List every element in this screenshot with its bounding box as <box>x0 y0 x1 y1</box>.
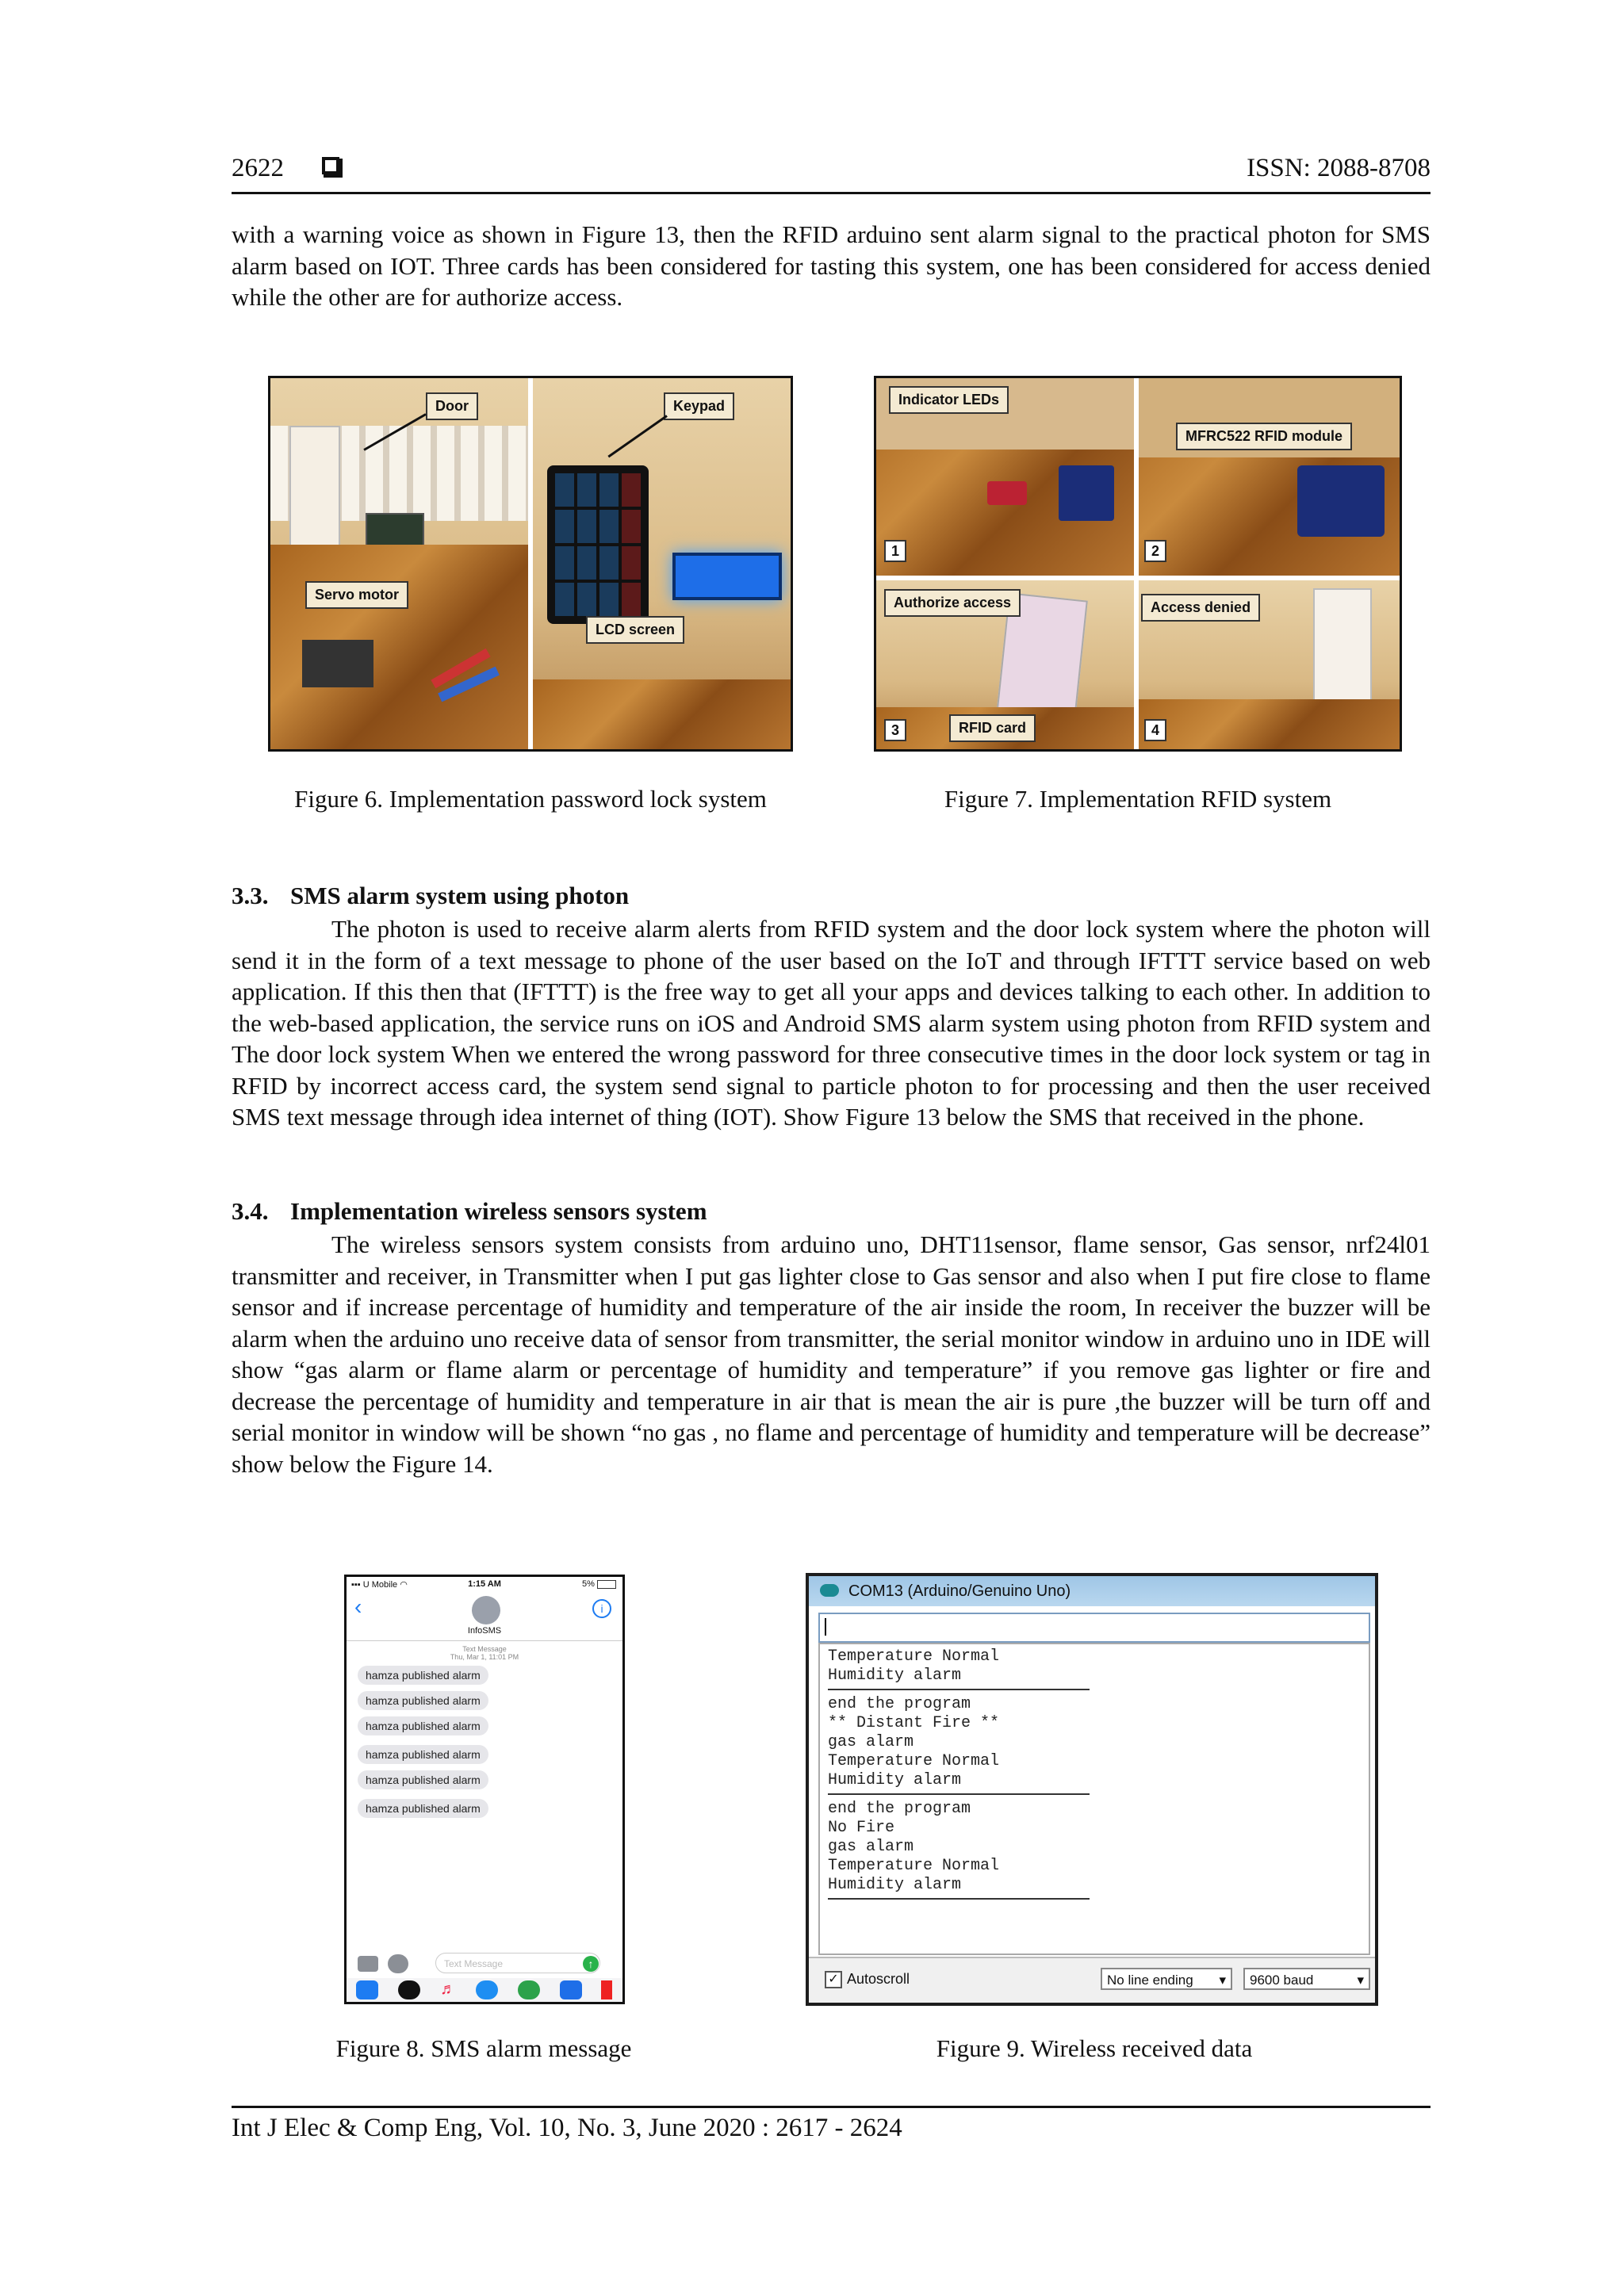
separator-line <box>828 1689 1090 1690</box>
figure6-left-photo <box>270 378 528 749</box>
camera-icon[interactable] <box>358 1956 378 1972</box>
figure9-caption: Figure 9. Wireless received data <box>936 2034 1253 2062</box>
header-rule <box>232 192 1431 194</box>
output-line: gas alarm <box>828 1838 914 1856</box>
output-line: Temperature Normal <box>828 1647 1000 1666</box>
baud-select[interactable]: 9600 baud ▾ <box>1243 1968 1370 1990</box>
footer-rule <box>232 2106 1431 2108</box>
figure6-right-photo <box>533 378 791 749</box>
panel-number-4: 4 <box>1144 719 1166 741</box>
output-line: Temperature Normal <box>828 1752 1000 1770</box>
serial-output <box>818 1643 1370 1955</box>
thread-date: Thu, Mar 1, 11:01 PM <box>450 1653 519 1661</box>
panel-number-1: 1 <box>884 540 906 562</box>
figure6-caption: Figure 6. Implementation password lock system <box>294 785 767 813</box>
figure7-image <box>874 376 1402 752</box>
figure9-serial-monitor <box>806 1573 1378 2006</box>
contact-name: InfoSMS <box>467 1626 502 1636</box>
info-icon[interactable]: i <box>592 1599 611 1618</box>
line-ending-select[interactable]: No line ending ▾ <box>1101 1968 1232 1990</box>
music-app-icon[interactable]: ♬ <box>440 1980 457 1998</box>
intro-paragraph: with a warning voice as shown in Figure 13, then the RFID arduino sent alarm signal to the practical photon for SMS alarm based on IOT. Three cards has been considered for tasting this system, one has been considered for access denied while the other are for authorize access. <box>232 220 1431 311</box>
figure7-panel-2 <box>1139 378 1400 576</box>
output-line: end the program <box>828 1800 971 1818</box>
message-bubble: hamza published alarm <box>358 1691 488 1710</box>
section-3-4-heading <box>232 1197 707 1226</box>
heart-app-icon[interactable] <box>398 1980 420 1999</box>
section-3-3-heading <box>232 882 629 910</box>
serial-bottom-bar <box>809 1957 1375 2003</box>
signal-icon: ▪▪▪ <box>351 1580 361 1590</box>
dropbox-app-icon[interactable] <box>560 1980 582 1999</box>
section-3-4-title: Implementation wireless sensors system <box>290 1197 707 1225</box>
label-door: Door <box>426 392 478 420</box>
send-arrow-icon[interactable]: ↑ <box>583 1956 599 1972</box>
output-line: ** Distant Fire ** <box>828 1714 1000 1732</box>
maps-app-icon[interactable] <box>518 1980 540 1999</box>
youtube-app-icon[interactable] <box>601 1980 612 1999</box>
globe-app-icon[interactable] <box>476 1980 498 1999</box>
section-3-4-body: The wireless sensors system consists from arduino uno, DHT11sensor, flame sensor, Gas sensor, nrf24l01 transmitter and receiver, in Transmitter when I put gas lighter close to Gas sensor and also when I put fire close to flame sensor and if increase percentage of humidity and temperature of the air inside the room, In receiver the buzzer will be alarm when the arduino uno receive data of sensor from transmitter, the serial monitor window in arduino uno in IDE will show “gas alarm or flame alarm or percentage of humidity and temperature” if you remove gas lighter or fire and decrease the percentage of humidity and temperature in air that is mean the air is pure ,the buzzer will be turn off and serial monitor in window will be shown “no gas , no flame and percentage of humidity and temperature will be decrease” show below the Figure 14. <box>232 1230 1431 1478</box>
serial-input[interactable] <box>818 1613 1370 1643</box>
label-authorize: Authorize access <box>884 589 1021 617</box>
output-line: gas alarm <box>828 1733 914 1751</box>
message-bubble: hamza published alarm <box>358 1716 488 1735</box>
appstore-app-icon[interactable] <box>356 1980 378 1999</box>
message-bubble: hamza published alarm <box>358 1770 488 1789</box>
carrier-name: U Mobile <box>362 1580 398 1590</box>
issn: ISSN: 2088-8708 <box>1247 154 1431 182</box>
header-box-icon <box>322 157 339 174</box>
message-bubble: hamza published alarm <box>358 1799 488 1818</box>
separator-line <box>828 1793 1090 1795</box>
output-line: end the program <box>828 1695 971 1713</box>
label-lcd: LCD screen <box>586 616 684 644</box>
section-3-4-number: 3.4. <box>232 1197 269 1225</box>
appstore-icon[interactable] <box>388 1954 408 1973</box>
figure8-phone-screenshot <box>344 1575 625 2004</box>
footer-citation: Int J Elec & Comp Eng, Vol. 10, No. 3, June 2020 : 2617 - 2624 <box>232 2114 902 2142</box>
app-drawer <box>347 1978 622 2002</box>
figure7-caption: Figure 7. Implementation RFID system <box>944 785 1332 813</box>
window-titlebar <box>809 1576 1375 1606</box>
label-servo: Servo motor <box>305 581 408 609</box>
thread-header: Text Message <box>462 1645 507 1653</box>
figure6-image <box>268 376 793 752</box>
output-line: No Fire <box>828 1819 895 1837</box>
section-3-3-body: The photon is used to receive alarm alerts from RFID system and the door lock system where the photon will send it in the form of a text message to phone of the user based on the IoT and through IFTTT service based on web application. If this then that (IFTTT) is the free way to get all your apps and devices talking to each other. In addition to the web-based application, the service runs on iOS and Android SMS alarm system using photon from RFID system and The door lock system When we entered the wrong password for three consecutive times in the door lock system or tag in RFID by incorrect access card, the system send signal to particle photon to for processing and then the user received SMS text message through idea internet of thing (IOT). Show Figure 13 below the SMS that received in the phone. <box>232 915 1431 1131</box>
battery-percent: 5% <box>582 1579 595 1589</box>
label-rfid-module: MFRC522 RFID module <box>1176 423 1352 450</box>
message-bubble: hamza published alarm <box>358 1666 488 1685</box>
contact-avatar[interactable] <box>472 1596 500 1624</box>
battery-icon <box>597 1580 616 1589</box>
back-chevron-icon[interactable]: ‹ <box>354 1594 362 1619</box>
figure8-caption: Figure 8. SMS alarm message <box>335 2034 632 2062</box>
autoscroll-checkbox[interactable]: ✓ <box>825 1971 842 1988</box>
output-line: Humidity alarm <box>828 1771 962 1789</box>
label-denied: Access denied <box>1141 594 1260 622</box>
panel-number-3: 3 <box>884 719 906 741</box>
autoscroll-label: Autoscroll <box>847 1971 910 1987</box>
output-line: Humidity alarm <box>828 1667 962 1685</box>
panel-number-2: 2 <box>1144 540 1166 562</box>
label-indicator-leds: Indicator LEDs <box>889 386 1009 414</box>
message-input[interactable]: Text Message <box>435 1953 600 1973</box>
label-keypad: Keypad <box>664 392 734 420</box>
message-bubble: hamza published alarm <box>358 1745 488 1764</box>
section-3-3-title: SMS alarm system using photon <box>290 882 630 909</box>
window-title: COM13 (Arduino/Genuino Uno) <box>848 1582 1071 1600</box>
arduino-logo-icon <box>820 1584 839 1597</box>
wifi-icon: ◠ <box>400 1580 408 1590</box>
output-line: Humidity alarm <box>828 1876 962 1894</box>
page-number: 2622 <box>232 154 284 182</box>
status-time: 1:15 AM <box>468 1579 501 1589</box>
output-line: Temperature Normal <box>828 1857 1000 1875</box>
separator-line <box>828 1898 1090 1900</box>
section-3-3-number: 3.3. <box>232 882 269 909</box>
label-rfid-card: RFID card <box>949 714 1036 742</box>
